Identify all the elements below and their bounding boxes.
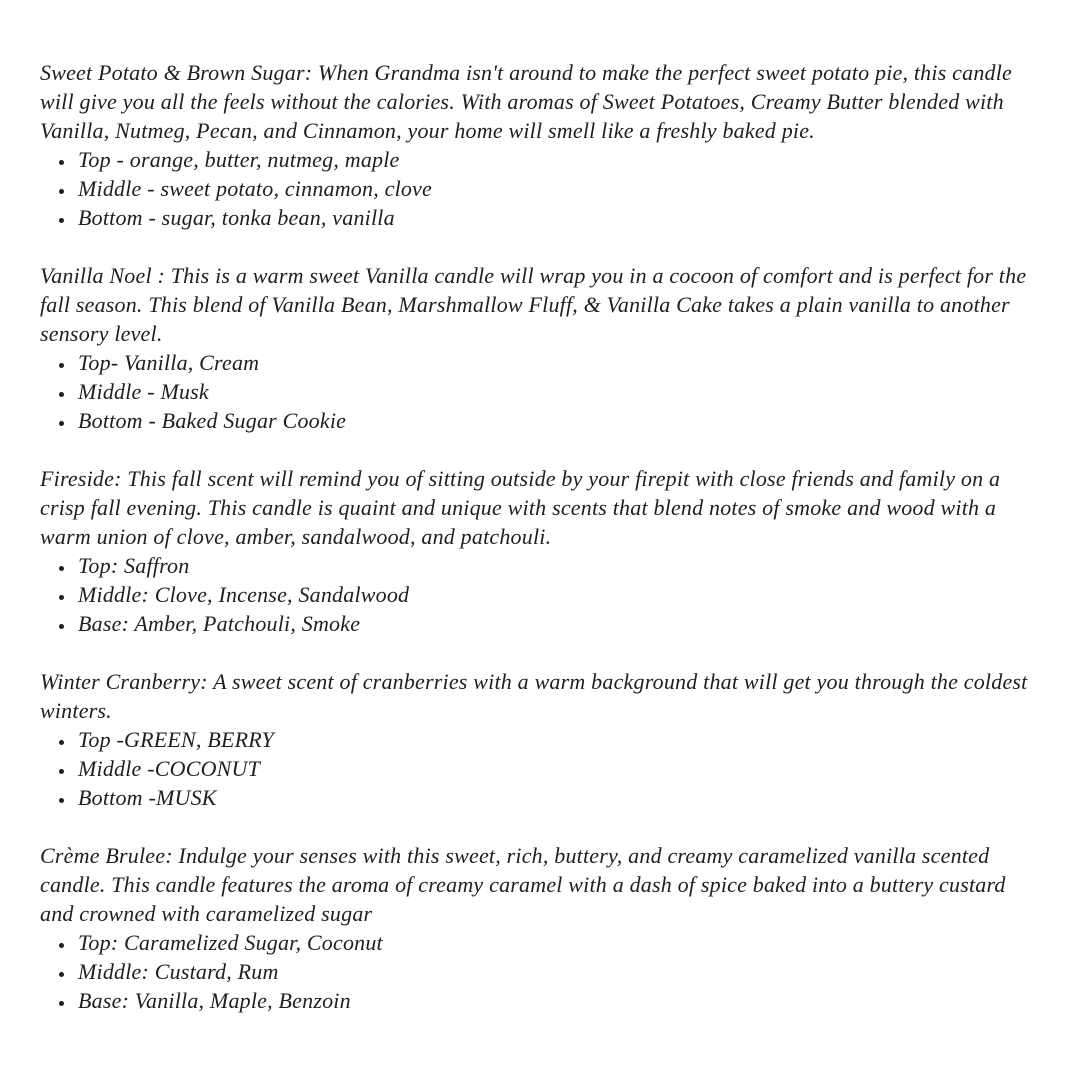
- scent-note-item: • Bottom - Baked Sugar Cookie: [76, 406, 1040, 435]
- scent-notes-list: [40, 725, 1040, 812]
- scent-section: [40, 841, 1040, 1015]
- scent-notes-list: [40, 551, 1040, 638]
- scent-notes-list: [40, 145, 1040, 232]
- scent-section: [40, 58, 1040, 232]
- scent-note-item: • Top: Saffron: [76, 551, 1040, 580]
- scent-note-item: • Middle: Clove, Incense, Sandalwood: [76, 580, 1040, 609]
- scent-description: Vanilla Noel : This is a warm sweet Vanilla candle will wrap you in a cocoon of comfort and is perfect for the fall season. This blend of Vanilla Bean, Marshmallow Fluff, & Vanilla Cake takes a plain vanilla to another sensory level.: [40, 263, 1027, 346]
- scent-note-item: • Top - orange, butter, nutmeg, maple: [76, 145, 1040, 174]
- scent-note-item: • Top -GREEN, BERRY: [76, 725, 1040, 754]
- scent-section: [40, 464, 1040, 638]
- scent-note-item: • Middle - Musk: [76, 377, 1040, 406]
- scent-section: [40, 667, 1040, 812]
- scent-section-list: [40, 58, 1040, 1015]
- scent-section: [40, 261, 1040, 435]
- scent-note-item: • Middle: Custard, Rum: [76, 957, 1040, 986]
- scent-note-item: • Top- Vanilla, Cream: [76, 348, 1040, 377]
- scent-note-item: • Base: Vanilla, Maple, Benzoin: [76, 986, 1040, 1015]
- scent-note-item: • Bottom - sugar, tonka bean, vanilla: [76, 203, 1040, 232]
- scent-description: Sweet Potato & Brown Sugar: When Grandma isn't around to make the perfect sweet potato pie, this candle will give you all the feels without the calories. With aromas of Sweet Potatoes, Creamy Butter blended with Vanilla, Nutmeg, Pecan, and Cinnamon, your home will smell like a freshly baked pie.: [40, 60, 1012, 143]
- scent-note-item: • Base: Amber, Patchouli, Smoke: [76, 609, 1040, 638]
- scent-notes-list: [40, 348, 1040, 435]
- scent-description: Crème Brulee: Indulge your senses with this sweet, rich, buttery, and creamy caramelized vanilla scented candle. This candle features the aroma of creamy caramel with a dash of spice baked into a buttery custard and crowned with caramelized sugar: [40, 843, 1006, 926]
- scent-description: Winter Cranberry: A sweet scent of cranberries with a warm background that will get you through the coldest winters.: [40, 669, 1028, 723]
- scent-note-item: • Middle -COCONUT: [76, 754, 1040, 783]
- scent-note-item: • Bottom -MUSK: [76, 783, 1040, 812]
- scent-notes-list: [40, 928, 1040, 1015]
- scent-note-item: • Top: Caramelized Sugar, Coconut: [76, 928, 1040, 957]
- scent-note-item: • Middle - sweet potato, cinnamon, clove: [76, 174, 1040, 203]
- scent-description: Fireside: This fall scent will remind you of sitting outside by your firepit with close friends and family on a crisp fall evening. This candle is quaint and unique with scents that blend notes of smoke and wood with a warm union of clove, amber, sandalwood, and patchouli.: [40, 466, 1001, 549]
